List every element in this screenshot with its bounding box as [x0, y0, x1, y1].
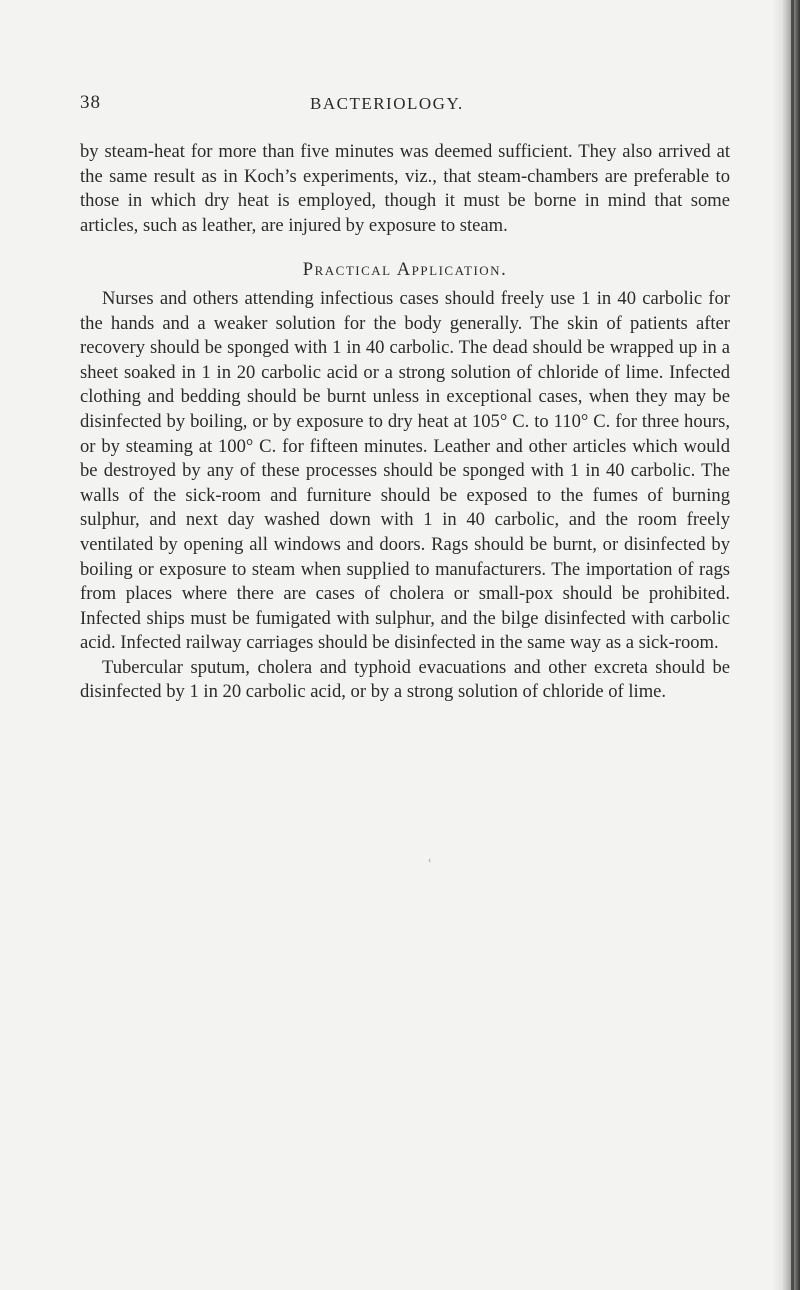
binding-shadow: [772, 0, 800, 1290]
running-head: BACTERIOLOGY.: [310, 94, 464, 113]
paragraph: Nurses and others attending infectious cases should freely use 1 in 40 carbolic for the hands and a weaker solution for the body generally. The skin of patients after recovery should be sponged with 1 in 40 carbolic. The dead should be wrapped up in a sheet soaked in 1 in 20 carbolic acid or a strong solution of chloride of lime. Infected clothing and bedding should be burnt unless in exceptional cases, when they may be disinfected by boiling, or by exposure to dry heat at 105° C. to 110° C. for three hours, or by steaming at 100° C. for fifteen minutes. Leather and other articles which would be destroyed by any of these processes should be sponged with 1 in 40 carbolic. The walls of the sick-room and furniture should be exposed to the fumes of burning sulphur, and next day washed down with 1 in 40 carbolic, and the room freely ventilated by opening all windows and doors. Rags should be burnt, or disinfected by boiling or exposure to steam when supplied to manufacturers. The importation of rags from places where there are cases of cholera or small-pox should be prohibited. Infected ships must be fumigated with sulphur, and the bilge disinfected with carbolic acid. Infected railway carriages should be disinfected in the same way as a sick-room.: [80, 287, 730, 654]
paragraph: Tubercular sputum, cholera and typhoid evacuations and other excreta should be disinfected by 1 in 20 carbolic acid, or by a strong solution of chloride of lime.: [80, 656, 730, 703]
scan-mark: ‹: [428, 855, 432, 866]
section-heading: Practical Application.: [302, 259, 508, 281]
paragraph: by steam-heat for more than five minutes was deemed sufficient. They also arrived at the same result as in Koch’s experiments, viz., that steam-chambers are preferable to those in which dry heat is employed, though it must be borne in mind that some articles, such as leather, are injured by exposure to steam.: [80, 141, 730, 236]
page-edge: [791, 0, 794, 1290]
body-text: [80, 140, 730, 705]
page-header: [80, 92, 730, 118]
page-number: 38: [80, 92, 101, 113]
